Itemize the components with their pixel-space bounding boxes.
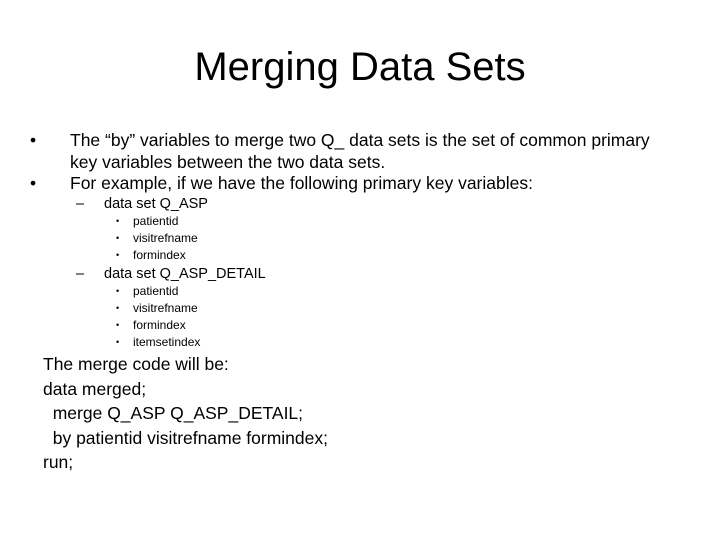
dash-icon: –: [76, 266, 85, 282]
bullet-dot-icon: •: [116, 337, 120, 347]
merge-code: [43, 352, 683, 475]
key-text: visitrefname: [133, 301, 198, 315]
code-line: by patientid visitrefname formindex;: [43, 427, 328, 448]
bullet-dot-icon: •: [116, 250, 120, 260]
key-text: visitrefname: [133, 231, 198, 245]
code-line: data merged;: [43, 378, 147, 399]
key-text: itemsetindex: [133, 335, 201, 349]
bullet-dot-icon: •: [116, 286, 120, 296]
code-line: The merge code will be:: [43, 354, 229, 374]
dataset-label: data set Q_ASP: [104, 196, 208, 212]
dataset-label: data set Q_ASP_DETAIL: [104, 266, 266, 282]
code-line: run;: [43, 452, 74, 472]
code-line: merge Q_ASP Q_ASP_DETAIL;: [43, 403, 304, 423]
bullet-text: The “by” variables to merge two Q_ data sets is the set of common primary key variables between the two data sets.: [70, 130, 650, 172]
slide-title: Merging Data Sets: [194, 45, 526, 89]
key-text: formindex: [133, 318, 186, 332]
dash-icon: –: [76, 196, 85, 212]
bullet-dot-icon: •: [116, 216, 120, 226]
key-text: patientid: [133, 284, 179, 298]
bullet-dot-icon: •: [30, 173, 37, 193]
key-text: formindex: [133, 248, 186, 262]
bullet-dot-icon: •: [116, 320, 120, 330]
bullet-text: For example, if we have the following primary key variables:: [70, 173, 533, 193]
bullet-dot-icon: •: [116, 233, 120, 243]
bullet-dot-icon: •: [30, 130, 37, 150]
key-text: patientid: [133, 214, 179, 228]
bullet-dot-icon: •: [116, 303, 120, 313]
